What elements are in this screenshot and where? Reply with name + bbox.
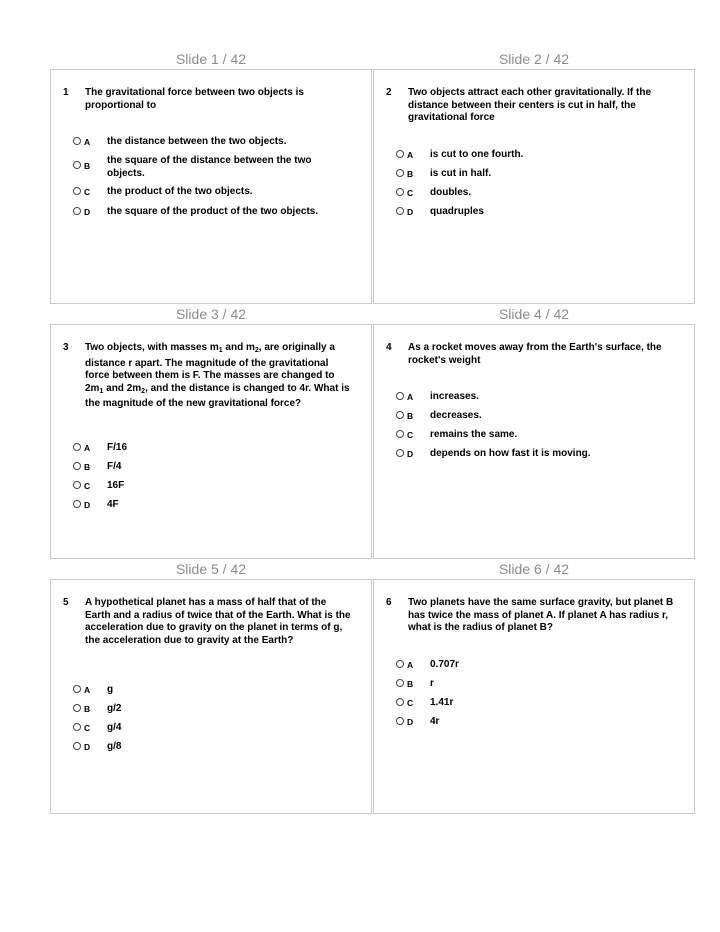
- choice-text: 1.41r: [430, 697, 454, 708]
- question-number: 1: [63, 87, 69, 98]
- choice-text: r: [430, 678, 434, 689]
- choice-c[interactable]: [73, 187, 363, 201]
- radio-bullet-icon[interactable]: [73, 443, 81, 451]
- choice-text: the square of the product of the two objects.: [107, 206, 319, 217]
- choice-text: F/16: [107, 442, 128, 453]
- slide-card-2: [373, 69, 695, 304]
- choice-d[interactable]: [396, 207, 686, 221]
- choice-letter: B: [84, 161, 91, 171]
- choice-letter: D: [407, 207, 414, 217]
- radio-bullet-icon[interactable]: [396, 411, 404, 419]
- radio-bullet-icon[interactable]: [73, 161, 81, 169]
- choice-letter: B: [407, 169, 414, 179]
- choice-a[interactable]: [396, 150, 686, 164]
- choice-text: the square of the distance between the two objects.: [107, 155, 312, 179]
- choice-letter: C: [407, 430, 414, 440]
- question-text: As a rocket moves away from the Earth's surface, the rocket's weight: [408, 342, 662, 366]
- choice-b[interactable]: [73, 462, 363, 476]
- choice-b[interactable]: [396, 679, 686, 693]
- choice-c[interactable]: [73, 723, 363, 737]
- choice-text: g/2: [107, 703, 122, 714]
- choice-b[interactable]: [396, 169, 686, 183]
- slide-card-6: [373, 579, 695, 814]
- choice-letter: B: [84, 462, 91, 472]
- radio-bullet-icon[interactable]: [396, 430, 404, 438]
- choice-letter: D: [84, 742, 91, 752]
- choice-a[interactable]: [396, 392, 686, 406]
- choice-b[interactable]: [73, 155, 363, 179]
- choice-c[interactable]: [73, 481, 363, 495]
- choice-letter: D: [407, 449, 414, 459]
- choice-letter: A: [407, 660, 414, 670]
- choice-b[interactable]: [73, 704, 363, 718]
- choice-a[interactable]: [73, 443, 363, 457]
- choice-letter: A: [84, 443, 91, 453]
- radio-bullet-icon[interactable]: [396, 449, 404, 457]
- choice-letter: A: [407, 150, 414, 160]
- slide-label: Slide 4 / 42: [498, 306, 570, 322]
- choice-text: doubles.: [430, 187, 472, 198]
- radio-bullet-icon[interactable]: [396, 660, 404, 668]
- radio-bullet-icon[interactable]: [73, 742, 81, 750]
- radio-bullet-icon[interactable]: [73, 481, 81, 489]
- radio-bullet-icon[interactable]: [73, 685, 81, 693]
- radio-bullet-icon[interactable]: [396, 717, 404, 725]
- choice-text: the product of the two objects.: [107, 186, 253, 197]
- slide-label: Slide 1 / 42: [175, 51, 247, 67]
- choice-text: decreases.: [430, 410, 482, 421]
- choice-text: increases.: [430, 391, 479, 402]
- choice-d[interactable]: [396, 717, 686, 731]
- slide-label: Slide 2 / 42: [498, 51, 570, 67]
- choice-c[interactable]: [396, 698, 686, 712]
- question-number: 3: [63, 342, 69, 353]
- radio-bullet-icon[interactable]: [396, 169, 404, 177]
- choice-a[interactable]: [73, 137, 363, 151]
- choice-text: remains the same.: [430, 429, 518, 440]
- question-number: 6: [386, 597, 392, 608]
- slide-card-3: [50, 324, 372, 559]
- radio-bullet-icon[interactable]: [396, 150, 404, 158]
- choice-letter: D: [407, 717, 414, 727]
- choice-letter: B: [84, 704, 91, 714]
- slide-label: Slide 3 / 42: [175, 306, 247, 322]
- slide-label: Slide 5 / 42: [175, 561, 247, 577]
- question-number: 5: [63, 597, 69, 608]
- question-number: 2: [386, 87, 392, 98]
- choice-text: depends on how fast it is moving.: [430, 448, 591, 459]
- choice-text: the distance between the two objects.: [107, 136, 287, 147]
- choice-d[interactable]: [73, 207, 363, 221]
- question-text: Two objects, with masses $m_1$ and $m_2$, are originally a distance r apart. The magnitude of the gravitational force between them is F. The masses are changed to $2m_1$ and $2m_2$, and the distance is changed to 4r. What is the magnitude of the new gravitational force?: [85, 342, 350, 409]
- choice-text: 16F: [107, 480, 125, 491]
- radio-bullet-icon[interactable]: [396, 188, 404, 196]
- choice-text: quadruples: [430, 206, 484, 217]
- choice-letter: C: [407, 698, 414, 708]
- question-text: Two planets have the same surface gravity, but planet B has twice the mass of planet A. If planet A has radius r, what is the radius of planet B?: [408, 597, 674, 633]
- choice-letter: A: [407, 392, 414, 402]
- radio-bullet-icon[interactable]: [73, 704, 81, 712]
- radio-bullet-icon[interactable]: [73, 500, 81, 508]
- choice-text: 0.707r: [430, 659, 459, 670]
- radio-bullet-icon[interactable]: [73, 187, 81, 195]
- choice-d[interactable]: [73, 500, 363, 514]
- slide-card-1: [50, 69, 372, 304]
- choice-text: 4F: [107, 499, 119, 510]
- choice-a[interactable]: [396, 660, 686, 674]
- choice-letter: C: [407, 188, 414, 198]
- radio-bullet-icon[interactable]: [73, 137, 81, 145]
- radio-bullet-icon[interactable]: [396, 392, 404, 400]
- radio-bullet-icon[interactable]: [73, 462, 81, 470]
- choice-text: is cut to one fourth.: [430, 149, 524, 160]
- choice-letter: D: [84, 500, 91, 510]
- choice-c[interactable]: [396, 430, 686, 444]
- choice-text: is cut in half.: [430, 168, 492, 179]
- choice-letter: C: [84, 481, 91, 491]
- choice-letter: C: [84, 723, 91, 733]
- question-text: The gravitational force between two objects is proportional to: [85, 87, 304, 111]
- slide-card-4: [373, 324, 695, 559]
- choice-letter: A: [84, 685, 91, 695]
- choice-text: g/8: [107, 741, 122, 752]
- choice-a[interactable]: [73, 685, 363, 699]
- question-number: 4: [386, 342, 392, 353]
- radio-bullet-icon[interactable]: [73, 207, 81, 215]
- choice-text: F/4: [107, 461, 122, 472]
- choice-text: g/4: [107, 722, 122, 733]
- radio-bullet-icon[interactable]: [396, 698, 404, 706]
- choice-b[interactable]: [396, 411, 686, 425]
- choice-letter: A: [84, 137, 91, 147]
- choice-letter: B: [407, 679, 414, 689]
- slide-label: Slide 6 / 42: [498, 561, 570, 577]
- choice-c[interactable]: [396, 188, 686, 202]
- choice-letter: D: [84, 207, 91, 217]
- question-text: A hypothetical planet has a mass of half that of the Earth and a radius of twice that of the Earth. What is the acceleration due to gravity on the planet in terms of g, the acceleration due to gravity at the Earth?: [85, 597, 351, 646]
- question-text: Two objects attract each other gravitationally. If the distance between their centers is cut in half, the gravitational force: [408, 87, 652, 123]
- choice-d[interactable]: [73, 742, 363, 756]
- choice-letter: C: [84, 187, 91, 197]
- slide-card-5: [50, 579, 372, 814]
- radio-bullet-icon[interactable]: [396, 679, 404, 687]
- radio-bullet-icon[interactable]: [73, 723, 81, 731]
- choice-letter: B: [407, 411, 414, 421]
- radio-bullet-icon[interactable]: [396, 207, 404, 215]
- choice-text: g: [107, 684, 114, 695]
- choice-text: 4r: [430, 716, 440, 727]
- choice-d[interactable]: [396, 449, 686, 463]
